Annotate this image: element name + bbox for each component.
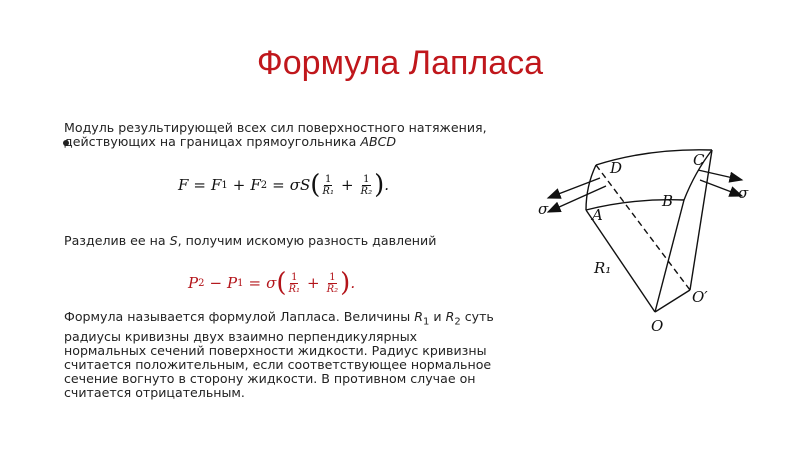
f2-p1: P — [227, 274, 238, 292]
label-b: B — [662, 192, 674, 210]
f2-frac2-den: R₂ — [326, 283, 339, 295]
f2-rparen: ) — [340, 268, 351, 298]
edge-da — [586, 165, 596, 210]
para2-after: , получим искомую разность давлений — [177, 233, 437, 248]
label-o: O — [651, 317, 664, 335]
f2-p2: P — [188, 274, 199, 292]
para3-r1-sub: 1 — [422, 316, 430, 328]
label-d: D — [610, 159, 623, 177]
f1-lparen: ( — [310, 170, 321, 200]
arrow-sigma-left-upper — [548, 178, 600, 198]
f1-plus2: + — [340, 176, 354, 194]
f1-frac2-num: 1 — [363, 173, 370, 185]
f1-frac1-num: 1 — [325, 173, 332, 185]
f1-sigma-s: σS — [289, 176, 311, 194]
para3-a: Формула называется формулой Лапласа. Величины — [64, 309, 415, 324]
f1-term2-sub: 2 — [260, 179, 268, 191]
f2-frac1-den: R₁ — [288, 283, 301, 295]
para3-r2-sub: 2 — [454, 316, 461, 328]
para3-r2: R — [445, 309, 455, 324]
f1-term1: F — [211, 176, 222, 194]
slide-title: Формула Лапласа — [256, 44, 544, 82]
edge-b-o — [655, 200, 684, 312]
para1-text: Модуль результирующей всех сил поверхностного натяжения, действующих на границах прямоугольника — [64, 120, 487, 149]
f2-p1-sub: 1 — [237, 277, 244, 289]
f1-rparen: ) — [374, 170, 385, 200]
f1-plus: + — [232, 176, 246, 194]
label-o-prime: O′ — [692, 288, 708, 306]
f1-eq1: = — [193, 176, 206, 194]
f2-p2-sub: 2 — [198, 277, 205, 289]
para1-abcd: ABCD — [360, 134, 397, 149]
f2-eq: = — [248, 274, 262, 292]
f1-lhs: F — [178, 176, 189, 194]
label-c: C — [693, 151, 705, 169]
f1-eq2: = — [272, 176, 285, 194]
f2-lparen: ( — [276, 268, 287, 298]
f2-tail: . — [350, 274, 356, 292]
para2-before: Разделив ее на — [64, 233, 170, 248]
label-r1: R₁ — [594, 259, 612, 277]
f1-frac1-den: R₁ — [322, 185, 334, 197]
para3-c: суть радиусы кривизны двух взаимно перпендикулярных нормальных сечений поверхности жидкости. Радиус кривизны считается положительным, если соответствующее нормальное сечение вогнуто в сторону жидкости. В противном случае он считается отрицательным. — [64, 309, 494, 400]
para3-r1: R — [414, 309, 423, 324]
para2-s: S — [169, 233, 178, 248]
arrow-sigma-right-upper — [698, 170, 742, 180]
f1-frac2-den: R₂ — [360, 185, 373, 197]
f2-frac2-num: 1 — [329, 271, 336, 283]
f1-term2: F — [250, 176, 261, 194]
f1-term1-sub: 1 — [221, 179, 228, 191]
para3-b: и — [429, 309, 446, 324]
label-a: A — [592, 206, 603, 224]
f2-plus: + — [307, 274, 320, 292]
label-sigma-right: σ — [738, 184, 749, 202]
f2-minus: − — [209, 274, 223, 292]
label-sigma-left: σ — [538, 200, 549, 218]
f1-tail: . — [384, 176, 390, 194]
f2-sigma: σ — [266, 274, 277, 292]
f2-frac1-num: 1 — [291, 271, 298, 283]
